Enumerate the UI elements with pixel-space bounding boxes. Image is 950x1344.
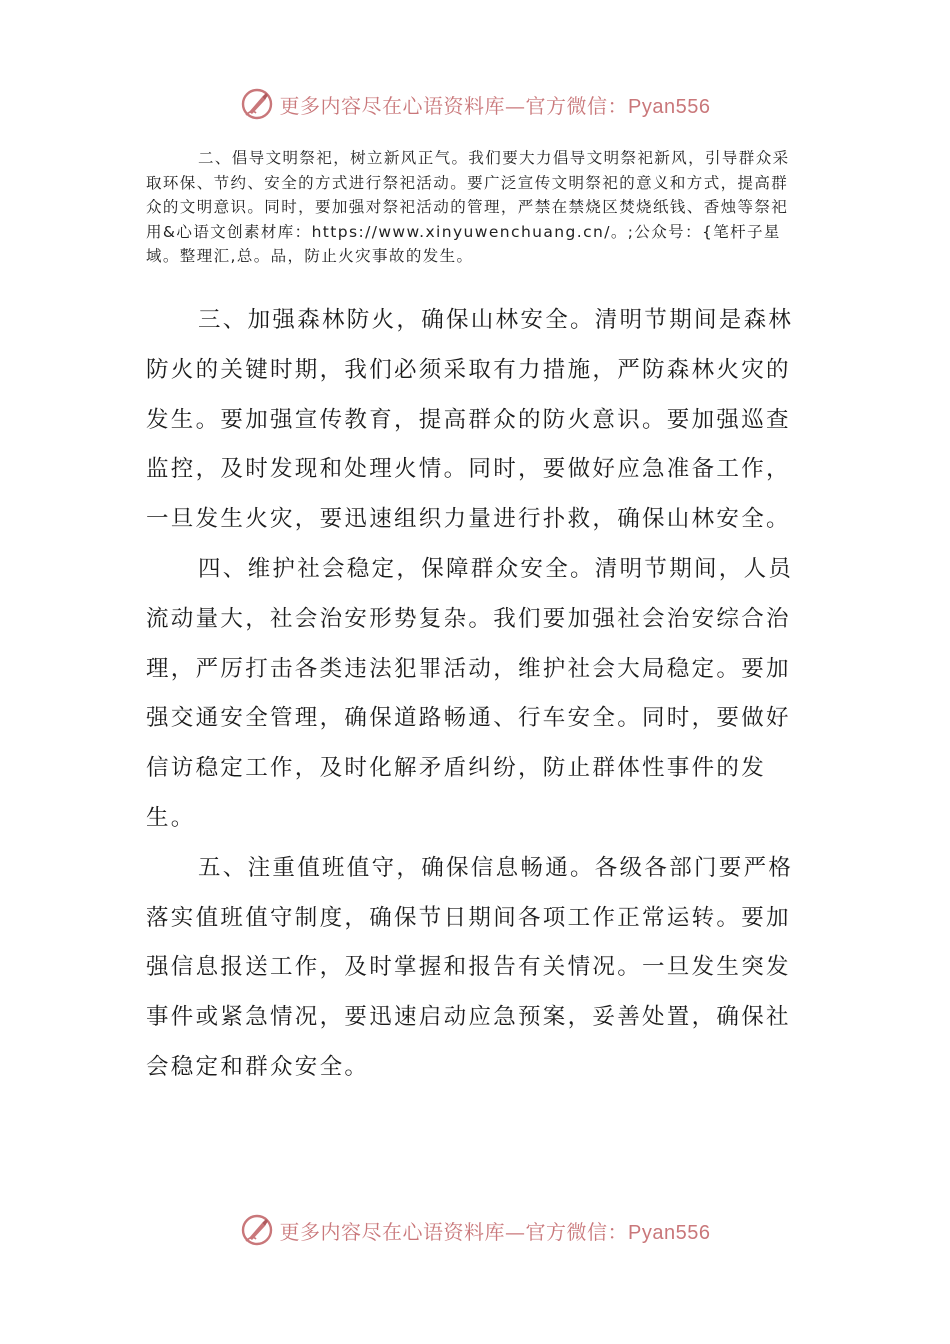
banner-text [280, 1216, 711, 1245]
small-paragraph: 二、倡导文明祭祀，树立新风正气。我们要大力倡导文明祭祀新风，引导群众采取环保、节约、安全的方式进行祭祀活动。要广泛宣传文明祭祀的意义和方式，提高群众的文明意识。同时，要加强对祭祀活动的管理，严禁在禁烧区焚烧纸钱、香烛等祭祀用&心语文创素材库：https://www.xinyuwenchuang.cn/。;公众号：{笔杆子星域。整理汇,总。品，防止火灾事故的发生。 [146, 149, 790, 265]
banner-text [280, 90, 711, 119]
document-body [146, 296, 806, 1093]
pen-circle-logo-icon [240, 1213, 274, 1247]
pen-circle-logo-icon [240, 87, 274, 121]
banner-slogan: 更多内容尽在心语资料库—官方微信： [279, 1219, 629, 1244]
paragraph-duty-shift: 五、注重值班值守，确保信息畅通。各级各部门要严格落实值班值守制度，确保节日期间各项工作正常运转。要加强信息报送工作，及时掌握和报告有关情况。一旦发生突发事件或紧急情况，要迅速启动应急预案，妥善处置，确保社会稳定和群众安全。 [146, 854, 794, 1080]
header-banner [0, 84, 950, 124]
footer-banner [0, 1210, 950, 1250]
paragraph-social-stability: 四、维护社会稳定，保障群众安全。清明节期间，人员流动量大，社会治安形势复杂。我们要加强社会治安综合治理，严厉打击各类违法犯罪活动，维护社会大局稳定。要加强交通安全管理，确保道路畅通、行车安全。同时，要做好信访稳定工作，及时化解矛盾纠纷，防止群体性事件的发生。 [146, 555, 794, 831]
banner-brand: Pyan556 [628, 95, 711, 118]
paragraph-forest-fire: 三、加强森林防火，确保山林安全。清明节期间是森林防火的关键时期，我们必须采取有力措施，严防森林火灾的发生。要加强宣传教育，提高群众的防火意识。要加强巡查监控，及时发现和处理火情。同时，要做好应急准备工作，一旦发生火灾，要迅速组织力量进行扑救，确保山林安全。 [146, 307, 794, 533]
banner-slogan: 更多内容尽在心语资料库—官方微信： [279, 93, 629, 118]
banner-brand: Pyan556 [628, 1221, 711, 1244]
